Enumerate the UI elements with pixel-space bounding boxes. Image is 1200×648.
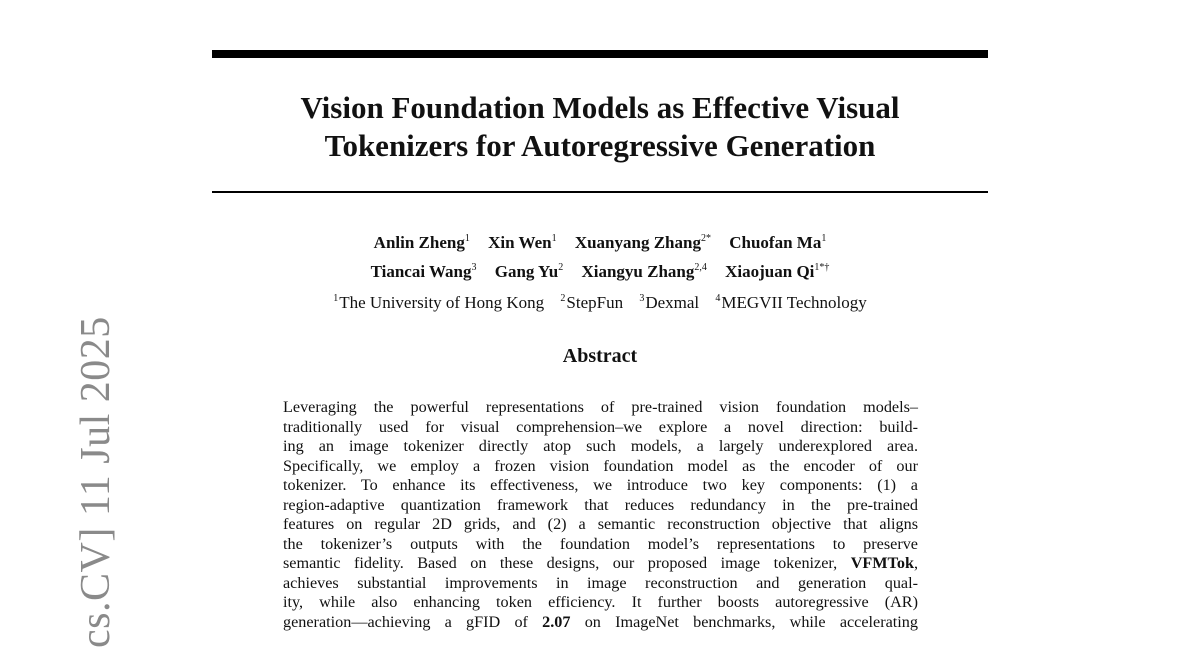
- author: Xuanyang Zhang$^{2*}$: [574, 233, 711, 252]
- author-affiliation-mark: 1*†: [814, 262, 830, 273]
- author: Xin Wen$^1$: [488, 233, 557, 252]
- abstract-heading: Abstract: [562, 345, 638, 367]
- affiliation: $^4$MEGVII Technology: [715, 293, 867, 312]
- author-affiliation-mark: 3: [471, 262, 477, 273]
- author-line: [212, 255, 988, 284]
- abstract-line: ing an image tokenizer directly atop such models, a largely underexplored area.: [283, 437, 918, 455]
- affiliation: $^2$StepFun: [560, 293, 624, 312]
- abstract-text: [283, 398, 918, 632]
- affiliation-list: [212, 288, 988, 314]
- abstract-line: Specifically, we employ a frozen vision foundation model as the encoder of our: [283, 456, 918, 475]
- author: Gang Yu$^2$: [494, 262, 564, 281]
- abstract-line: features on regular 2D grids, and (2) a semantic reconstruction objective that aligns: [283, 515, 918, 533]
- method-name: VFMTok: [850, 554, 914, 572]
- paper-title: [212, 89, 988, 165]
- arxiv-stamp-text: cs.CV] 11 Jul 2025: [73, 316, 119, 648]
- abstract-line: the tokenizer’s outputs with the foundation model’s representations to preserve: [283, 534, 918, 553]
- author: Tiancai Wang$^3$: [370, 262, 477, 281]
- arxiv-sidebar-stamp: [24, 316, 119, 648]
- title-line: Tokenizers for Autoregressive Generation: [324, 128, 876, 163]
- author: Chuofan Ma$^1$: [729, 233, 827, 252]
- abstract-line: ity, while also enhancing token efficiency. It further boosts autoregressive (AR): [283, 593, 918, 611]
- author-affiliation-mark: 1: [821, 233, 827, 244]
- abstract-line: generation—achieving a gFID of 2.07 on ImageNet benchmarks, while accelerating: [283, 612, 918, 631]
- author: Xiangyu Zhang$^{2,4}$: [581, 262, 707, 281]
- affiliation: $^3$Dexmal: [639, 293, 700, 312]
- abstract-line: achieves substantial improvements in image reconstruction and generation qual-: [283, 573, 918, 592]
- author-line: [212, 226, 988, 255]
- abstract-line: tokenizer. To enhance its effectiveness, we introduce two key components: (1) a: [283, 476, 918, 494]
- author: Xiaojuan $Qi^{1*\dagger}$: [725, 262, 830, 281]
- abstract-line: region-adaptive quantization framework that reduces redundancy in the pre-trained: [283, 495, 918, 514]
- title-rule: [212, 191, 988, 193]
- author-affiliation-mark: 1: [551, 233, 557, 244]
- title-line: Vision Foundation Models as Effective Visual: [300, 90, 900, 125]
- author: Anlin Zheng$^1$: [373, 233, 470, 252]
- author-list: [212, 226, 988, 284]
- author-affiliation-mark: 2*: [700, 233, 711, 244]
- top-rule: [212, 50, 988, 58]
- abstract-line: traditionally used for visual comprehension–we explore a novel direction: build-: [283, 417, 918, 436]
- author-affiliation-mark: 1: [464, 233, 470, 244]
- abstract-line: Leveraging the powerful representations of pre-trained vision foundation models–: [283, 398, 918, 416]
- gfid-value: 2.07: [542, 612, 571, 631]
- author-affiliation-mark: 2: [558, 262, 564, 273]
- abstract-line: semantic fidelity. Based on these designs, our proposed image tokenizer, VFMTok,: [283, 554, 918, 572]
- author-affiliation-mark: 2,4: [694, 262, 707, 273]
- affiliation: $^1$The University of Hong Kong: [333, 293, 545, 312]
